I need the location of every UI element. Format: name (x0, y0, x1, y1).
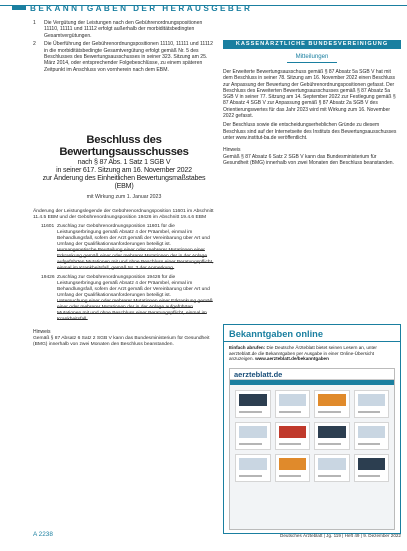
website-card (354, 422, 390, 450)
gop-code: 11601 (41, 223, 55, 229)
header-accent-bar (12, 6, 26, 10)
page-number: A 2238 (33, 531, 53, 538)
resolution-subtitle-1: nach § 87 Abs. 1 Satz 1 SGB V (77, 157, 171, 166)
website-card (314, 422, 350, 450)
section-header: BEKANNTGABEN DER HERAUSGEBER (30, 4, 253, 13)
gop-struck-text: Untersuchung einer oder mehrerer Mutationen einer Erkrankung gemäß einer oder mehrerer Mutationen der in der Anlage aufgeführten Mutationen mit und ohne Beschluss einer Beratungspflicht, einmal im Krankheitsfall. (57, 298, 213, 322)
website-card (235, 390, 271, 418)
mitteilungen-heading: Mitteilungen (287, 53, 337, 63)
right-column (223, 40, 401, 166)
online-promo-text (224, 342, 400, 365)
gop-entry-1 (33, 224, 215, 272)
website-card (235, 422, 271, 450)
website-card (275, 422, 311, 450)
online-promo-box (223, 324, 401, 534)
kbv-hinweis-heading: Hinweis (223, 147, 241, 154)
website-card (354, 454, 390, 482)
website-card (235, 454, 271, 482)
numbered-item-1 (33, 20, 215, 39)
website-card (354, 390, 390, 418)
hinweis-heading: Hinweis (33, 328, 51, 335)
resolution-title: Beschluss des Bewertungsausschusses (59, 133, 189, 158)
website-card (275, 390, 311, 418)
resolution-subtitle-2: in seiner 617. Sitzung am 16. November 2022 (56, 166, 192, 175)
item-text: Die Vergütung der Leistungen nach den Gebührenordnungspositionen 11110, 11111 und 11112 erfolgt außerhalb der morbiditätsbedingten Gesamtvergütungen. (44, 20, 203, 39)
item-number: 2 (33, 41, 36, 48)
kbv-body (223, 69, 401, 166)
gop-code: 19426 (41, 274, 55, 280)
website-card (275, 454, 311, 482)
hinweis-text: Gemäß § 87 Absatz 6 Satz 2 SGB V kann das Bundesministerium für Gesundheit (BMG) innerhalb von zwei Monaten den Beschluss beanstanden. (33, 335, 210, 347)
change-intro: Änderung der Leistungslegende der Gebührenordnungsposition 11601 im Abschnitt 11.4.5 EBM und der Gebührenordnungsposition 19426 im Abschnitt 19.4.6 EBM (33, 208, 214, 220)
online-promo-lead: Einfach abrufen: (229, 345, 266, 350)
resolution-subtitle-3: zur Änderung des Einheitlichen Bewertungsmaßstabes (EBM) (42, 174, 206, 191)
website-header (230, 369, 394, 380)
website-logo: aerzteblatt.de (234, 370, 283, 380)
item-number: 1 (33, 20, 36, 26)
online-promo-body: Die Deutsche Ärzteblatt bietet seinen Lesern an, unter aerzteblatt.de die Bekanntgaben per Ausgabe in einer Online-Übersicht anzuzeigen. (229, 345, 377, 362)
gop-entry-2 (33, 275, 215, 323)
gop-text: Zuschlag zur Gebührenordnungsposition 11601 für die Leistungserbringung gemäß Absatz 4 der Präambel, einmal im Behandlungsfall, sofern der Arzt gemäß der Vereinbarung über Art und Umfang der Qualifikationsanforderungen beteiligt ist. (57, 223, 210, 247)
website-card (314, 454, 350, 482)
online-promo-title: Bekanntgaben online (224, 325, 400, 342)
journal-citation: Deutsches Ärzteblatt | Jg. 119 | Heft 49 | 9. Dezember 2022 (280, 533, 401, 538)
kbv-banner: KASSENÄRZTLICHE BUNDESVEREINIGUNG (223, 40, 401, 49)
online-promo-url[interactable]: www.aerzteblatt.de/bekanntgaben (255, 356, 329, 362)
website-screenshot (229, 368, 395, 530)
numbered-item-2 (33, 41, 215, 72)
gop-text: Zuschlag zur Gebührenordnungsposition 19426 für die Leistungserbringung gemäß Absatz 4 der Präambel, einmal im Behandlungsfall, sofern der Arzt gemäß der Vereinbarung über Art und Umfang der Qualifikationsanforderungen beteiligt ist. (57, 274, 210, 298)
website-card (314, 390, 350, 418)
left-column (33, 20, 215, 348)
kbv-paragraph-1: Der Erweiterte Bewertungsausschuss gemäß § 87 Absatz 5a SGB V hat mit dem Beschluss in seiner 78. Sitzung am 16. November 2022 einen Beschluss zur Anpassung der Bewertung der Gebührenordnungspositionen gefasst. Der Beschluss des Erweiterten Bewertungsausschusses gemäß § 87 Absatz 5a SGB V in seiner 77. Sitzung am 14. September 2022 zur Festlegung gemäß § 87 Absatz 4 SGB V zur Anpassung gemäß § 87 Absatz 2a SGB V des Orientierungswertes für das Jahr 2023 wird mit Wirkung zum 16. November 2022 gefasst. (223, 69, 396, 120)
kbv-hinweis-text: Gemäß § 87 Absatz 6 Satz 2 SGB V kann das Bundesministerium für Gesundheit (BMG) innerhalb von zwei Monaten den Beschluss beanstanden. (223, 153, 394, 166)
effective-date: mit Wirkung zum 1. Januar 2023 (86, 193, 162, 200)
item-text: Die Überführung der Gebührenordnungspositionen 11110, 11111 und 11112 in die morbiditätsbedingte Gesamtvergütung erfolgt gemäß Nr. 5 des Beschlusses des Bewertungsausschusses in seiner 323. Sitzung am 25. März 2014, oder entsprechender Folgebeschlüsse, zu einem späteren Zeitpunkt im Anschluss von vornherein nach dem EBM. (44, 41, 213, 73)
kbv-paragraph-2: Der Beschluss sowie die entscheidungserheblichen Gründe zu diesem Beschluss sind auf der Internetseite des Instituts des Bewertungsausschusses unter www.institut-ba.de veröffentlicht. (223, 122, 397, 141)
gop-struck-text: Humangenetische Beurteilung einer oder mehrerer Mutationen einer Erkrankung gemäß einer oder mehrerer Mutationen der in der Anlage aufgeführten Mutationen mit und ohne Beschluss einer Beratungspflicht, einmal im Krankheitsfall, gemäß Nr. 3 der Anmerkung. (57, 247, 214, 271)
website-card-grid (230, 385, 394, 487)
